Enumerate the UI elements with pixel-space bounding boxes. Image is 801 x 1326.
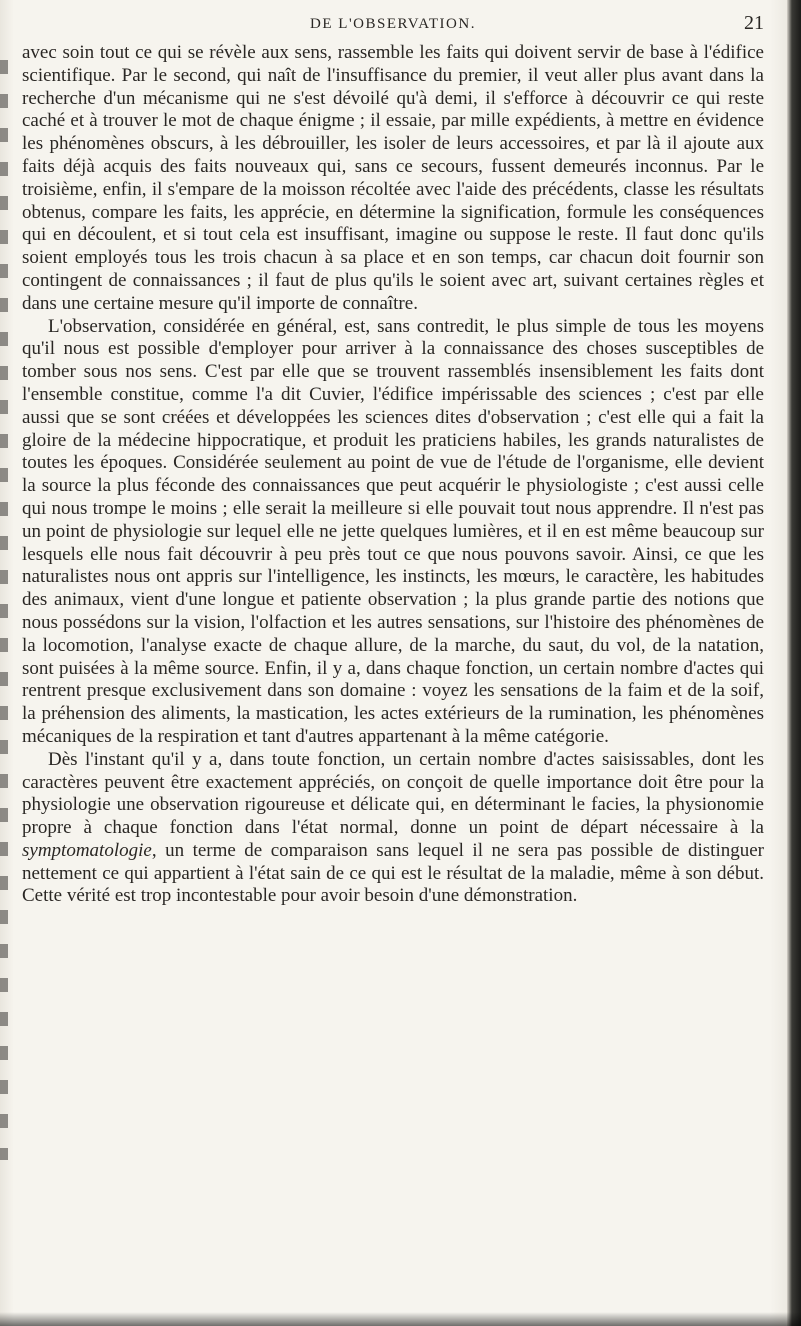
italic-term: symptomatologie bbox=[22, 839, 152, 861]
bottom-edge-shadow bbox=[0, 1312, 801, 1326]
paragraph-2: L'observation, considérée en général, est, sans contredit, le plus simple de tous les moyens qu'il nous est possible d'employer pour arriver à la connaissance des choses susceptibles de tomber sous nos sens. C'est par elle que se trouvent rassemblés insensiblement les faits dont l'ensemble constitue, comme l'a dit Cuvier, l'édifice impérissable des sciences ; c'est par elle aussi que se sont créées et développées les sciences dites d'observation ; c'est elle qui a fait la gloire de la médecine hippocratique, et produit les praticiens habiles, les grands naturalistes de toutes les époques. Considérée seulement au point de vue de l'étude de l'organisme, elle devient la source la plus féconde des connaissances que peut acquérir le physiologiste ; c'est aussi celle qui nous trompe le moins ; elle serait la meilleure si elle pouvait tout nous apprendre. Il n'est pas un point de physiologie sur lequel elle ne jette quelques lumières, et il en est même beaucoup sur lesquels elle nous fait découvrir à peu près tout ce que nous pouvons savoir. Ainsi, ce que les naturalistes nous ont appris sur l'intelligence, les instincts, les mœurs, le caractère, les habitudes des animaux, vient d'une longue et patiente observation ; la plus grande partie des notions que nous possédons sur la vision, l'olfaction et les autres sensations, sur l'histoire des phénomènes de la locomotion, l'analyse exacte de chaque allure, de la marche, du saut, du vol, de la natation, sont puisées à la même source. Enfin, il y a, dans chaque fonction, un certain nombre d'actes qui rentrent presque exclusivement dans son domaine : voyez les sensations de la faim et de la soif, la préhension des aliments, la mastication, les actes extérieurs de la rumination, les phénomènes mécaniques de la respiration et tant d'autres appartenant à la même catégorie. bbox=[22, 315, 764, 747]
page-header bbox=[22, 10, 764, 36]
running-head: DE L'OBSERVATION. bbox=[310, 16, 476, 32]
body-text bbox=[22, 42, 764, 908]
paragraph-1: avec soin tout ce qui se révèle aux sens, rassemble les faits qui doivent servir de base à l'édifice scientifique. Par le second, qui naît de l'insuffisance du premier, il veut aller plus avant dans la recherche d'un mécanisme qui ne s'est dévoilé qu'à demi, il s'efforce à découvrir ce qui reste caché et à trouver le mot de chaque énigme ; il essaie, par mille expédients, à mettre en évidence les phénomènes obscurs, à les débrouiller, les isoler de leurs accessoires, et par là il ajoute aux faits déjà acquis des faits nouveaux qui, sans ce secours, fussent demeurés inconnus. Par le troisième, enfin, il s'empare de la moisson récoltée avec l'aide des précédents, classe les résultats obtenus, compare les faits, les apprécie, en détermine la signification, formule les conséquences qui en découlent, et si tout cela est insuffisant, imagine ou suppose le reste. Il faut donc qu'ils soient employés tous les trois chacun à sa place et en son temps, car chacun doit fournir son contingent de connaissances ; il faut de plus qu'ils le soient avec art, suivant certaines règles et dans une certaine mesure qu'il importe de connaître. bbox=[22, 42, 764, 314]
page-edge-shadow bbox=[787, 0, 801, 1326]
paragraph-3: Dès l'instant qu'il y a, dans toute fonction, un certain nombre d'actes saisissables, dont les caractères peuvent être exactement appréciés, on conçoit de quelle importance doit être pour la physiologie une observation rigoureuse et délicate qui, en déterminant le facies, la physionomie propre à chaque fonction dans l'état normal, donne un point de départ nécessaire à la symptomatologie, un terme de comparaison sans lequel il ne sera pas possible de distinguer nettement ce qui appartient à l'état sain de ce qui est le résultat de la maladie, même à son début. Cette vérité est trop incontestable pour avoir besoin d'une démonstration. bbox=[22, 748, 764, 907]
binding-edge bbox=[0, 60, 8, 1160]
page-number: 21 bbox=[744, 12, 764, 34]
